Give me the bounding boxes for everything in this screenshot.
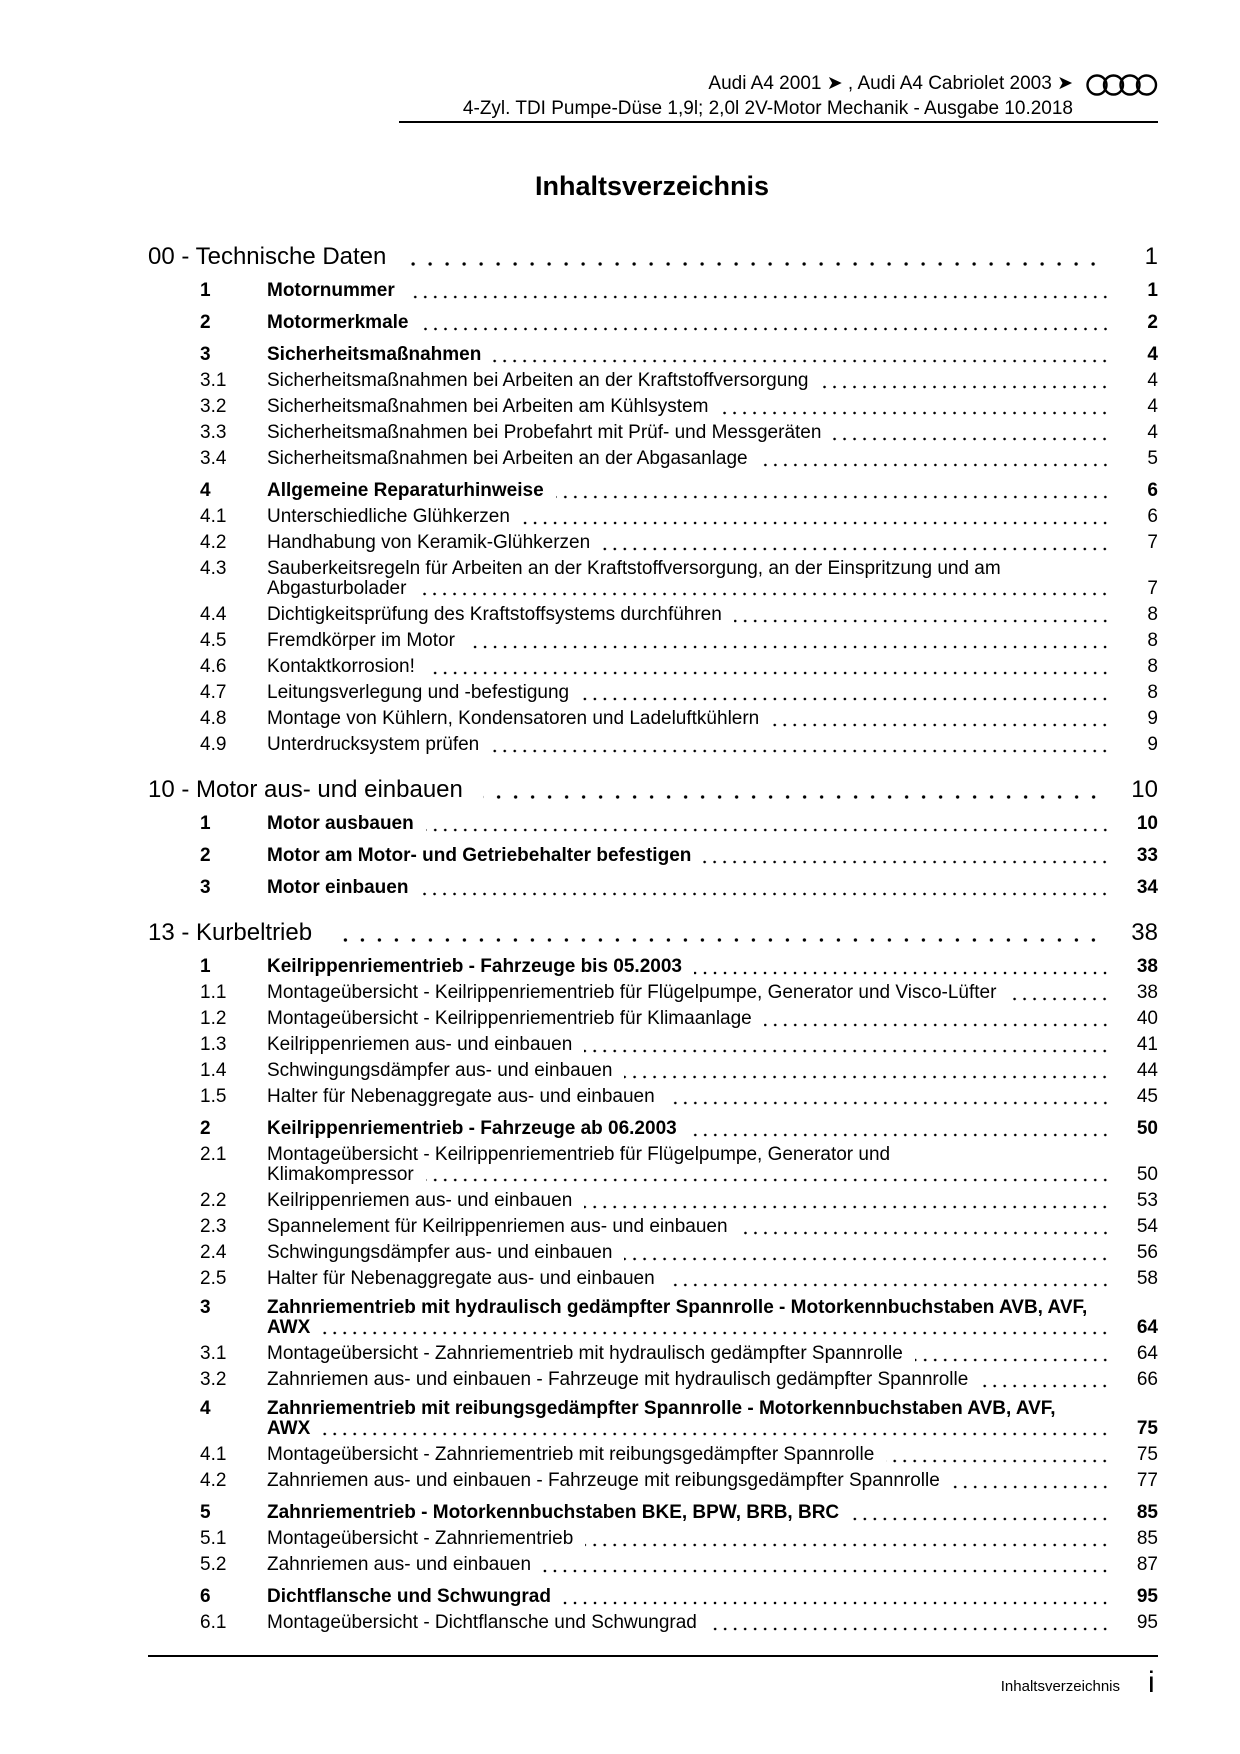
dot-leader xyxy=(740,1214,1110,1240)
entry-title[interactable]: Zahnriemen aus- und einbauen - Fahrzeuge mit hydraulisch gedämpfter Spannrolle xyxy=(267,1369,969,1390)
entry-title[interactable]: Unterschiedliche Glühkerzen xyxy=(267,506,510,527)
dot-leader xyxy=(734,602,1110,628)
toc-entry[interactable] xyxy=(148,1240,1158,1266)
dot-leader xyxy=(322,1318,1110,1338)
dot-leader xyxy=(585,1526,1110,1552)
entry-page-number: 66 xyxy=(1136,1369,1158,1390)
toc-chapter[interactable] xyxy=(148,241,1158,272)
toc-entry[interactable] xyxy=(148,420,1158,446)
entry-number: 4.2 xyxy=(200,532,227,553)
chapter-page-number: 38 xyxy=(1131,919,1158,946)
entry-number: 1.1 xyxy=(200,982,227,1003)
entry-number: 1 xyxy=(200,280,211,301)
entry-page-number: 38 xyxy=(1136,956,1158,977)
entry-number: 1.4 xyxy=(200,1060,227,1081)
entry-number: 3.1 xyxy=(200,370,227,391)
entry-number: 6 xyxy=(200,1586,211,1607)
dot-leader xyxy=(1008,980,1110,1006)
dot-leader xyxy=(667,1084,1110,1110)
entry-title[interactable]: Halter für Nebenaggregate aus- und einbauen xyxy=(267,1268,655,1289)
entry-title[interactable]: Sauberkeitsregeln für Arbeiten an der Kraftstoffversorgung, an der Einspritzung und am xyxy=(267,558,1001,579)
entry-number: 4 xyxy=(200,1398,211,1419)
dot-leader xyxy=(556,478,1110,504)
toc-entry[interactable] xyxy=(148,1526,1158,1552)
entry-line-2 xyxy=(148,1419,1158,1439)
dot-leader xyxy=(624,1058,1110,1084)
entry-page-number: 95 xyxy=(1136,1586,1158,1607)
toc-entry[interactable] xyxy=(148,1584,1158,1610)
entry-title[interactable]: Montageübersicht - Keilrippenriementrieb für Klimaanlage xyxy=(267,1008,752,1029)
dot-leader xyxy=(771,706,1110,732)
dot-leader xyxy=(543,1552,1110,1578)
entry-title[interactable]: Keilrippenriementrieb - Fahrzeuge bis 05.2003 xyxy=(267,956,682,977)
toc-entry[interactable] xyxy=(148,342,1158,368)
entry-title[interactable]: Zahnriemen aus- und einbauen - Fahrzeuge mit reibungsgedämpfter Spannrolle xyxy=(267,1470,940,1491)
entry-page-number: 50 xyxy=(1136,1164,1158,1185)
entry-page-number: 9 xyxy=(1147,734,1158,755)
entry-page-number: 54 xyxy=(1136,1216,1158,1237)
entry-page-number: 45 xyxy=(1136,1086,1158,1107)
dot-leader xyxy=(332,917,1102,948)
dot-leader xyxy=(980,1367,1110,1393)
toc-entry[interactable] xyxy=(148,504,1158,530)
entry-page-number: 41 xyxy=(1136,1034,1158,1055)
dot-leader xyxy=(720,394,1110,420)
entry-line-1 xyxy=(148,1399,1158,1419)
dot-leader xyxy=(689,1116,1110,1142)
toc-entry[interactable] xyxy=(148,1552,1158,1578)
dot-leader xyxy=(522,504,1110,530)
toc-entry[interactable] xyxy=(148,732,1158,758)
toc-entry[interactable] xyxy=(148,1214,1158,1240)
dot-leader xyxy=(427,654,1110,680)
entry-page-number: 7 xyxy=(1147,578,1158,599)
entry-page-number: 4 xyxy=(1147,396,1158,417)
header-divider xyxy=(399,121,1158,123)
toc-chapter[interactable] xyxy=(148,774,1158,805)
entry-number: 5 xyxy=(200,1502,211,1523)
dot-leader xyxy=(426,811,1110,837)
entry-page-number: 44 xyxy=(1136,1060,1158,1081)
toc-entry[interactable] xyxy=(148,368,1158,394)
toc-entry[interactable] xyxy=(148,1468,1158,1494)
dot-leader xyxy=(915,1341,1110,1367)
entry-page-number: 87 xyxy=(1136,1554,1158,1575)
dot-leader xyxy=(581,680,1110,706)
toc-entry[interactable] xyxy=(148,1442,1158,1468)
dot-leader xyxy=(493,342,1110,368)
dot-leader xyxy=(694,954,1110,980)
entry-page-number: 6 xyxy=(1147,506,1158,527)
entry-number: 3.3 xyxy=(200,422,227,443)
entry-title[interactable]: Fremdkörper im Motor xyxy=(267,630,455,651)
dot-leader xyxy=(420,875,1110,901)
entry-title[interactable]: Schwingungsdämpfer aus- und einbauen xyxy=(267,1242,613,1263)
entry-title[interactable]: Motor einbauen xyxy=(267,877,409,898)
chapter-page-number: 10 xyxy=(1131,776,1158,803)
chapter-page-number: 1 xyxy=(1144,243,1158,270)
entry-title[interactable]: Montageübersicht - Dichtflansche und Schwungrad xyxy=(267,1612,697,1633)
entry-title[interactable]: Motor am Motor- und Getriebehalter befestigen xyxy=(267,845,692,866)
entry-page-number: 64 xyxy=(1136,1343,1158,1364)
entry-page-number: 85 xyxy=(1136,1502,1158,1523)
dot-leader xyxy=(584,1188,1110,1214)
dot-leader xyxy=(491,732,1110,758)
entry-page-number: 56 xyxy=(1136,1242,1158,1263)
footer-section-label: Inhaltsverzeichnis xyxy=(1000,1678,1120,1695)
toc-entry[interactable] xyxy=(148,446,1158,472)
entry-number: 2.4 xyxy=(200,1242,227,1263)
toc-entry[interactable] xyxy=(148,530,1158,556)
entry-number: 2 xyxy=(200,845,211,866)
entry-title[interactable]: Motor ausbauen xyxy=(267,813,414,834)
entry-title[interactable]: Sicherheitsmaßnahmen bei Probefahrt mit Prüf- und Messgeräten xyxy=(267,422,822,443)
entry-number: 1.5 xyxy=(200,1086,227,1107)
entry-number: 4.2 xyxy=(200,1470,227,1491)
entry-page-number: 9 xyxy=(1147,708,1158,729)
dot-leader xyxy=(952,1468,1110,1494)
toc-entry[interactable] xyxy=(148,1266,1158,1292)
entry-page-number: 33 xyxy=(1136,845,1158,866)
entry-title[interactable]: Motormerkmale xyxy=(267,312,409,333)
entry-title[interactable]: Spannelement für Keilrippenriemen aus- und einbauen xyxy=(267,1216,728,1237)
entry-number: 2.5 xyxy=(200,1268,227,1289)
entry-number: 1.2 xyxy=(200,1008,227,1029)
table-of-contents xyxy=(148,241,1158,1636)
entry-page-number: 4 xyxy=(1147,422,1158,443)
dot-leader xyxy=(764,1006,1110,1032)
toc-entry[interactable] xyxy=(148,875,1158,901)
dot-leader xyxy=(667,1266,1110,1292)
entry-title[interactable]: Zahnriementrieb mit hydraulisch gedämpfter Spannrolle - Motorkennbuchstaben AVB, AVF, xyxy=(267,1297,1088,1318)
entry-page-number: 64 xyxy=(1136,1317,1158,1338)
entry-number: 2.2 xyxy=(200,1190,227,1211)
entry-number: 1 xyxy=(200,813,211,834)
entry-title[interactable]: Kontaktkorrosion! xyxy=(267,656,415,677)
entry-title[interactable]: Sicherheitsmaßnahmen xyxy=(267,344,482,365)
entry-page-number: 8 xyxy=(1147,630,1158,651)
toc-chapter[interactable] xyxy=(148,917,1158,948)
entry-number: 3.2 xyxy=(200,396,227,417)
entry-number: 4.1 xyxy=(200,506,227,527)
entry-number: 5.1 xyxy=(200,1528,227,1549)
toc-entry[interactable] xyxy=(148,1399,1158,1439)
chapter-title[interactable]: 00 - Technische Daten xyxy=(148,243,387,270)
dot-leader xyxy=(886,1442,1110,1468)
entry-title[interactable]: Handhabung von Keramik-Glühkerzen xyxy=(267,532,591,553)
toc-entry[interactable] xyxy=(148,559,1158,599)
audi-rings-logo xyxy=(1086,74,1158,96)
toc-entry[interactable] xyxy=(148,843,1158,869)
dot-leader xyxy=(833,420,1110,446)
entry-number: 4.6 xyxy=(200,656,227,677)
entry-number: 6.1 xyxy=(200,1612,227,1633)
entry-page-number: 75 xyxy=(1136,1418,1158,1439)
entry-number: 4.4 xyxy=(200,604,227,625)
dot-leader xyxy=(709,1610,1110,1636)
entry-number: 2.3 xyxy=(200,1216,227,1237)
toc-entry[interactable] xyxy=(148,980,1158,1006)
entry-number: 1 xyxy=(200,956,211,977)
entry-title[interactable]: Leitungsverlegung und -befestigung xyxy=(267,682,570,703)
header-vehicle-line: Audi A4 2001 ➤ , Audi A4 Cabriolet 2003 ➤ xyxy=(708,73,1073,94)
entry-line-1 xyxy=(148,1145,1158,1165)
entry-line-2 xyxy=(148,1165,1158,1185)
dot-leader xyxy=(703,843,1110,869)
entry-number: 4.5 xyxy=(200,630,227,651)
entry-page-number: 77 xyxy=(1136,1470,1158,1491)
entry-number: 3.2 xyxy=(200,1369,227,1390)
dot-leader xyxy=(760,446,1110,472)
entry-title[interactable]: Unterdrucksystem prüfen xyxy=(267,734,480,755)
entry-title[interactable]: Sicherheitsmaßnahmen bei Arbeiten an der Kraftstoffversorgung xyxy=(267,370,809,391)
entry-title[interactable]: Allgemeine Reparaturhinweise xyxy=(267,480,544,501)
entry-page-number: 34 xyxy=(1136,877,1158,898)
toc-entry[interactable] xyxy=(148,278,1158,304)
toc-entry[interactable] xyxy=(148,954,1158,980)
chapter-title[interactable]: 10 - Motor aus- und einbauen xyxy=(148,776,463,803)
entry-title-continued[interactable]: Abgasturbolader xyxy=(267,578,407,599)
dot-leader xyxy=(421,310,1111,336)
entry-page-number: 58 xyxy=(1136,1268,1158,1289)
entry-page-number: 10 xyxy=(1136,813,1158,834)
entry-title[interactable]: Zahnriementrieb mit reibungsgedämpfter Spannrolle - Motorkennbuchstaben AVB, AVF, xyxy=(267,1398,1056,1419)
entry-title[interactable]: Montageübersicht - Keilrippenriementrieb für Flügelpumpe, Generator und xyxy=(267,1144,891,1165)
entry-page-number: 4 xyxy=(1147,344,1158,365)
dot-leader xyxy=(563,1584,1110,1610)
toc-entry[interactable] xyxy=(148,1032,1158,1058)
entry-number: 3.4 xyxy=(200,448,227,469)
entry-number: 4.9 xyxy=(200,734,227,755)
footer-page-number: i xyxy=(1148,1666,1155,1699)
entry-number: 3 xyxy=(200,344,211,365)
entry-page-number: 6 xyxy=(1147,480,1158,501)
toc-entry[interactable] xyxy=(148,1116,1158,1142)
entry-number: 1.3 xyxy=(200,1034,227,1055)
entry-title[interactable]: Halter für Nebenaggregate aus- und einbauen xyxy=(267,1086,655,1107)
dot-leader xyxy=(584,1032,1110,1058)
entry-title[interactable]: Montageübersicht - Keilrippenriementrieb für Flügelpumpe, Generator und Visco-Lüfter xyxy=(267,982,997,1003)
dot-leader xyxy=(483,774,1102,805)
entry-page-number: 1 xyxy=(1147,280,1158,301)
toc-entry[interactable] xyxy=(148,811,1158,837)
entry-title-continued[interactable]: AWX xyxy=(267,1418,311,1439)
entry-number: 2 xyxy=(200,1118,211,1139)
entry-title[interactable]: Dichtigkeitsprüfung des Kraftstoffsystems durchführen xyxy=(267,604,722,625)
dot-leader xyxy=(406,241,1102,272)
entry-title[interactable]: Montageübersicht - Zahnriementrieb mit reibungsgedämpfter Spannrolle xyxy=(267,1444,875,1465)
entry-number: 3 xyxy=(200,877,211,898)
toc-entry[interactable] xyxy=(148,1298,1158,1338)
entry-title[interactable]: Montageübersicht - Zahnriementrieb xyxy=(267,1528,574,1549)
toc-entry[interactable] xyxy=(148,1188,1158,1214)
toc-entry[interactable] xyxy=(148,680,1158,706)
chapter-title[interactable]: 13 - Kurbeltrieb xyxy=(148,919,313,946)
entry-title[interactable]: Keilrippenriemen aus- und einbauen xyxy=(267,1190,573,1211)
toc-entry[interactable] xyxy=(148,1341,1158,1367)
toc-entry[interactable] xyxy=(148,1610,1158,1636)
toc-entry[interactable] xyxy=(148,1500,1158,1526)
toc-entry[interactable] xyxy=(148,1006,1158,1032)
dot-leader xyxy=(602,530,1110,556)
entry-line-2 xyxy=(148,579,1158,599)
entry-number: 4.8 xyxy=(200,708,227,729)
entry-line-1 xyxy=(148,559,1158,579)
entry-number: 4.1 xyxy=(200,1444,227,1465)
entry-number: 4.3 xyxy=(200,558,227,579)
toc-entry[interactable] xyxy=(148,478,1158,504)
page-title: Inhaltsverzeichnis xyxy=(534,171,770,201)
entry-line-2 xyxy=(148,1318,1158,1338)
entry-number: 3 xyxy=(200,1297,211,1318)
entry-title[interactable]: Keilrippenriemen aus- und einbauen xyxy=(267,1034,573,1055)
entry-number: 5.2 xyxy=(200,1554,227,1575)
entry-page-number: 7 xyxy=(1147,532,1158,553)
dot-leader xyxy=(407,278,1110,304)
entry-title[interactable]: Zahnriemen aus- und einbauen xyxy=(267,1554,532,1575)
entry-page-number: 53 xyxy=(1136,1190,1158,1211)
entry-page-number: 85 xyxy=(1136,1528,1158,1549)
dot-leader xyxy=(322,1419,1110,1439)
entry-title[interactable]: Montage von Kühlern, Kondensatoren und Ladeluftkühlern xyxy=(267,708,760,729)
entry-page-number: 50 xyxy=(1136,1118,1158,1139)
toc-entry[interactable] xyxy=(148,602,1158,628)
entry-page-number: 4 xyxy=(1147,370,1158,391)
toc-entry[interactable] xyxy=(148,706,1158,732)
entry-number: 4.7 xyxy=(200,682,227,703)
entry-title[interactable]: Dichtflansche und Schwungrad xyxy=(267,1586,551,1607)
entry-title-continued[interactable]: AWX xyxy=(267,1317,311,1338)
entry-title-continued[interactable]: Klimakompressor xyxy=(267,1164,414,1185)
entry-title[interactable]: Montageübersicht - Zahnriementrieb mit hydraulisch gedämpfter Spannrolle xyxy=(267,1343,903,1364)
entry-page-number: 75 xyxy=(1136,1444,1158,1465)
entry-title[interactable]: Zahnriementrieb - Motorkennbuchstaben BKE, BPW, BRB, BRC xyxy=(267,1502,840,1523)
entry-number: 2 xyxy=(200,312,211,333)
toc-entry[interactable] xyxy=(148,1145,1158,1185)
entry-page-number: 8 xyxy=(1147,656,1158,677)
toc-entry[interactable] xyxy=(148,1367,1158,1393)
dot-leader xyxy=(418,579,1110,599)
entry-line-1 xyxy=(148,1298,1158,1318)
entry-title[interactable]: Motornummer xyxy=(267,280,395,301)
entry-number: 3.1 xyxy=(200,1343,227,1364)
dot-leader xyxy=(624,1240,1110,1266)
dot-leader xyxy=(426,1165,1110,1185)
toc-entry[interactable] xyxy=(148,310,1158,336)
entry-title[interactable]: Sicherheitsmaßnahmen bei Arbeiten an der Abgasanlage xyxy=(267,448,748,469)
entry-title[interactable]: Sicherheitsmaßnahmen bei Arbeiten am Kühlsystem xyxy=(267,396,709,417)
entry-page-number: 8 xyxy=(1147,604,1158,625)
entry-page-number: 8 xyxy=(1147,682,1158,703)
entry-page-number: 2 xyxy=(1147,312,1158,333)
entry-page-number: 95 xyxy=(1136,1612,1158,1633)
entry-title[interactable]: Keilrippenriementrieb - Fahrzeuge ab 06.2003 xyxy=(267,1118,677,1139)
toc-entry[interactable] xyxy=(148,1084,1158,1110)
toc-entry[interactable] xyxy=(148,394,1158,420)
toc-entry[interactable] xyxy=(148,654,1158,680)
header-manual-title: 4-Zyl. TDI Pumpe-Düse 1,9l; 2,0l 2V-Motor Mechanik - Ausgabe 10.2018 xyxy=(462,98,1073,119)
toc-entry[interactable] xyxy=(148,628,1158,654)
entry-number: 4 xyxy=(200,480,211,501)
dot-leader xyxy=(467,628,1110,654)
entry-page-number: 5 xyxy=(1147,448,1158,469)
toc-entry[interactable] xyxy=(148,1058,1158,1084)
footer-divider xyxy=(148,1655,1158,1657)
entry-title[interactable]: Schwingungsdämpfer aus- und einbauen xyxy=(267,1060,613,1081)
dot-leader xyxy=(820,368,1110,394)
entry-number: 2.1 xyxy=(200,1144,227,1165)
entry-page-number: 40 xyxy=(1136,1008,1158,1029)
dot-leader xyxy=(851,1500,1110,1526)
entry-page-number: 38 xyxy=(1136,982,1158,1003)
